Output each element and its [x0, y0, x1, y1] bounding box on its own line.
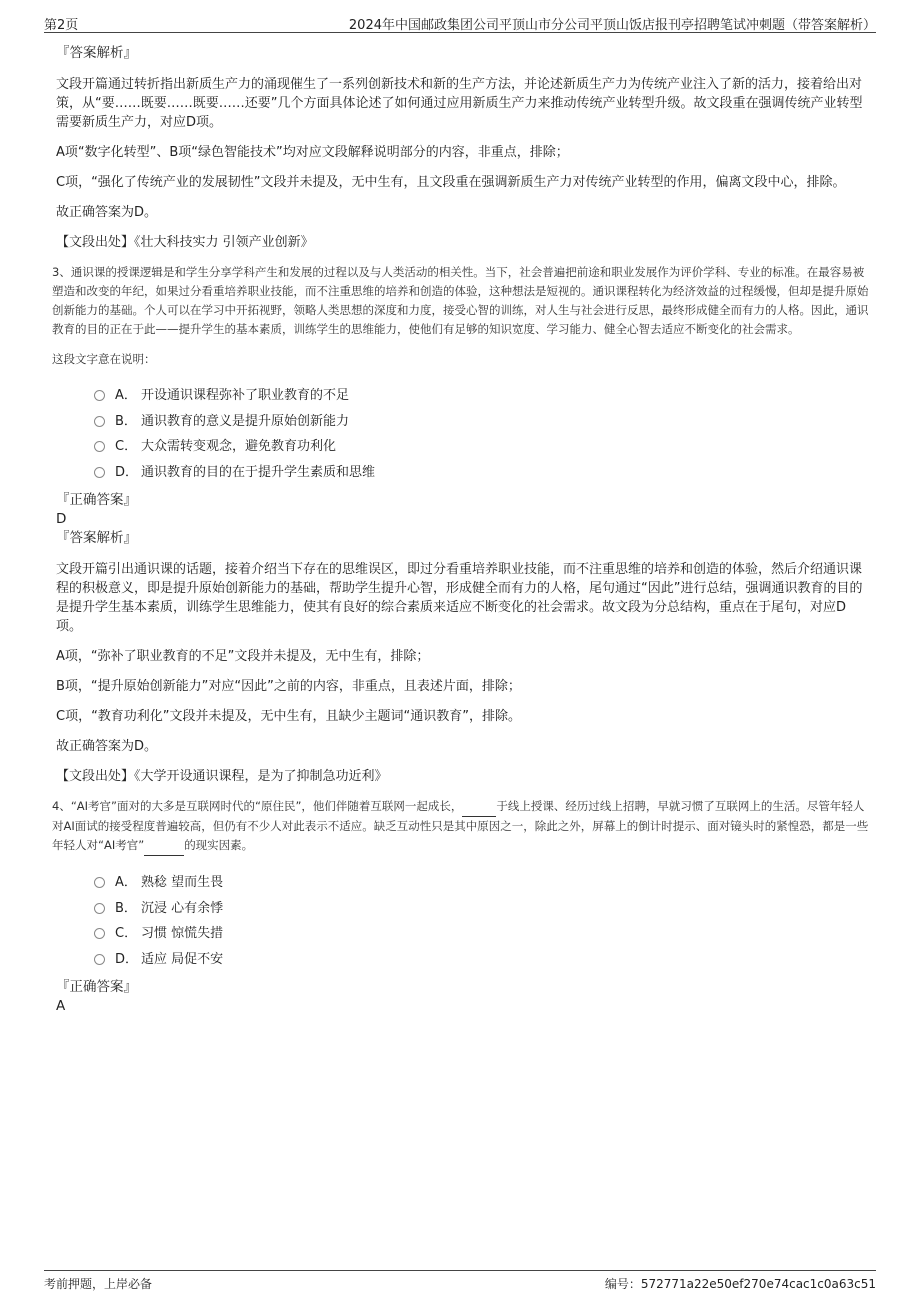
- option-b[interactable]: B． 通识教育的意义是提升原始创新能力: [94, 409, 871, 435]
- analysis-label: 『答案解析』: [56, 530, 137, 546]
- option-d[interactable]: D． 适应 局促不安: [94, 947, 871, 973]
- question-4-options: [94, 870, 871, 972]
- radio-icon[interactable]: [94, 877, 105, 888]
- analysis-option-a: A项，“弥补了职业教育的不足”文段并未提及，无中生有，排除；: [56, 649, 430, 664]
- correct-answer: D: [56, 511, 67, 527]
- page-footer: [44, 1270, 876, 1293]
- radio-icon[interactable]: [94, 390, 105, 401]
- document-title: 2024年中国邮政集团公司平顶山市分公司平顶山饭店报刊亭招聘笔试冲刺题（带答案解析）: [348, 18, 876, 33]
- analysis-text: 文段开篇引出通识课的话题，接着介绍当下存在的思维误区，即过分看重培养职业技能，而不注重思维的培养和创造的体验，然后介绍通识课程的积极意义，即是提升原始创新能力的基础，帮助学生提升心智，形成健全而有力的人格，尾句通过“因此”进行总结，强调通识教育的目的是提升学生基本素质，训练学生思维能力，使其有良好的综合素质来适应不断变化的社会需求。故文段为分总结构，重点在于尾句，对应D项。: [56, 562, 863, 634]
- document-body: [52, 44, 871, 1016]
- radio-icon[interactable]: [94, 441, 105, 452]
- analysis-option-b: B项，“提升原始创新能力”对应“因此”之前的内容，非重点，且表述片面，排除；: [56, 679, 521, 694]
- option-d[interactable]: D． 通识教育的目的在于提升学生素质和思维: [94, 460, 871, 486]
- option-c[interactable]: C． 习惯 惊慌失措: [94, 921, 871, 947]
- analysis-text: 文段开篇通过转折指出新质生产力的涌现催生了一系列创新技术和新的生产方法，并论述新质生产力为传统产业注入了新的活力，接着给出对策，从“要……既要……既要……还要”几个方面具体论述了如何通过应用新质生产力来推动传统产业转型升级。故文段重在强调传统产业转型需要新质生产力，对应D项。: [56, 77, 863, 130]
- radio-icon[interactable]: [94, 467, 105, 478]
- analysis-option-c: C项，“教育功利化”文段并未提及，无中生有，且缺少主题词“通识教育”，排除。: [56, 709, 522, 724]
- option-a[interactable]: A． 熟稔 望而生畏: [94, 870, 871, 896]
- option-c[interactable]: C． 大众需转变观念，避免教育功利化: [94, 434, 871, 460]
- page-number: 第2页: [44, 18, 79, 33]
- analysis-label: 『答案解析』: [56, 45, 137, 61]
- document-code: 编号：572771a22e50ef270e74cac1c0a63c51: [604, 1277, 876, 1291]
- radio-icon[interactable]: [94, 416, 105, 427]
- question-3-prompt: 这段文字意在说明：: [52, 352, 156, 366]
- source: 【文段出处】《大学开设通识课程，是为了抑制急功近利》: [56, 769, 388, 784]
- correct-answer: A: [56, 998, 66, 1014]
- analysis-option-ab: A项“数字化转型”、B项“绿色智能技术”均对应文段解释说明部分的内容，非重点，排除；: [56, 145, 569, 160]
- question-3-options: [94, 383, 871, 485]
- fill-blank-2: [144, 836, 184, 856]
- option-b[interactable]: B． 沉浸 心有余悸: [94, 896, 871, 922]
- conclusion: 故正确答案为D。: [56, 739, 158, 754]
- radio-icon[interactable]: [94, 928, 105, 939]
- analysis-option-c: C项，“强化了传统产业的发展韧性”文段并未提及，无中生有，且文段重在强调新质生产力对传统产业转型的作用，偏离文段中心，排除。: [56, 175, 846, 190]
- radio-icon[interactable]: [94, 954, 105, 965]
- question-4-stem: 4、“AI考官”面对的大多是互联网时代的“原住民”，他们伴随着互联网一起成长， 于线上授课、经历过线上招聘，早就习惯了互联网上的生活。尽管年轻人对AI面试的接受程度普遍较高，但仍有不少人对此表示不适应。缺乏互动性只是其中原因之一，除此之外，屏幕上的倒计时提示、面对镜头时的紧惶恐，都是一些年轻人对“AI考官” 的现实因素。: [52, 797, 871, 856]
- fill-blank-1: [462, 797, 496, 817]
- option-a[interactable]: A． 开设通识课程弥补了职业教育的不足: [94, 383, 871, 409]
- footer-slogan: 考前押题，上岸必备: [44, 1277, 153, 1291]
- correct-answer-label: 『正确答案』: [56, 492, 137, 508]
- source: 【文段出处】《壮大科技实力 引领产业创新》: [56, 235, 314, 250]
- radio-icon[interactable]: [94, 903, 105, 914]
- page-header: [44, 12, 876, 33]
- conclusion: 故正确答案为D。: [56, 205, 158, 220]
- correct-answer-label: 『正确答案』: [56, 979, 137, 995]
- question-3-stem: 3、通识课的授课逻辑是和学生分享学科产生和发展的过程以及与人类活动的相关性。当下，社会普遍把前途和职业发展作为评价学科、专业的标准。在最容易被塑造和改变的年纪，如果过分看重培养职业技能，而不注重思维的培养和创造的体验，这种想法是短视的。通识课程转化为经济效益的过程缓慢，但却是提升原始创新能力的基础。个人可以在学习中开拓视野，领略人类思想的深度和力度，接受心智的训练，对人生与社会进行反思，最终形成健全而有力的人格。因此，通识教育的目的正在于此——提升学生的基本素质，训练学生的思维能力，使他们有足够的知识宽度、学习能力、健全心智去适应不断变化的社会需求。: [52, 265, 869, 336]
